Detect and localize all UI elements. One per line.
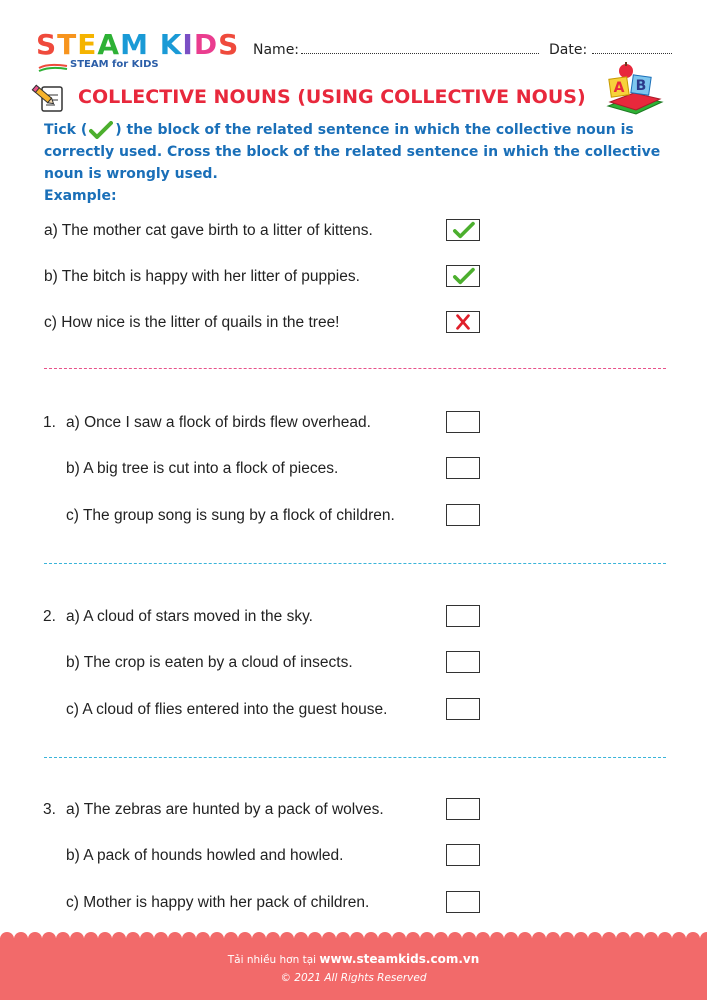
- instructions-part1: Tick (: [44, 122, 88, 138]
- question-3-answer-box-b[interactable]: [446, 844, 480, 866]
- logo-letter: K: [159, 28, 183, 61]
- name-field[interactable]: [301, 53, 539, 54]
- question-1-answer-box-c[interactable]: [446, 504, 480, 526]
- footer-copyright: © 2021 All Rights Reserved: [280, 972, 427, 984]
- abc-books-icon: [602, 62, 666, 118]
- svg-text:A: A: [613, 80, 625, 96]
- cross-icon: [447, 312, 479, 332]
- logo-letter: S: [36, 28, 58, 61]
- logo-letter: S: [218, 28, 240, 61]
- question-number: 3.: [43, 801, 56, 818]
- question-1-sentence-c: c) The group song is sung by a flock of children.: [66, 507, 395, 524]
- section-divider: [44, 563, 666, 564]
- question-1-answer-box-b[interactable]: [446, 457, 480, 479]
- logo-swoosh-icon: [38, 62, 68, 72]
- question-2-sentence-a: a) A cloud of stars moved in the sky.: [66, 608, 313, 625]
- pencil-paper-icon: [30, 82, 68, 114]
- date-label: Date:: [549, 42, 588, 58]
- svg-text:B: B: [635, 78, 647, 94]
- question-number: 2.: [43, 608, 56, 625]
- checkmark-icon: [447, 220, 479, 240]
- worksheet-title: COLLECTIVE NOUNS (USING COLLECTIVE NOUS): [78, 86, 586, 108]
- question-2-answer-box-c[interactable]: [446, 698, 480, 720]
- footer-website-link[interactable]: www.steamkids.com.vn: [319, 952, 480, 966]
- question-1-sentence-b: b) A big tree is cut into a flock of pieces.: [66, 460, 339, 477]
- logo-letter: M: [120, 28, 149, 61]
- question-2-answer-box-a[interactable]: [446, 605, 480, 627]
- example-answer-box-a[interactable]: [446, 219, 480, 241]
- name-label: Name:: [253, 42, 300, 58]
- instructions-part2: ) the block of the related sentence in which the collective noun is correctly used. Cross the block of the related sentence in which the collective noun is wrongly used.: [44, 122, 661, 182]
- question-3-sentence-b: b) A pack of hounds howled and howled.: [66, 847, 344, 864]
- question-2-sentence-b: b) The crop is eaten by a cloud of insects.: [66, 654, 353, 671]
- question-3-answer-box-a[interactable]: [446, 798, 480, 820]
- section-divider: [44, 368, 666, 369]
- question-3-sentence-c: c) Mother is happy with her pack of children.: [66, 894, 370, 911]
- logo-letter: A: [97, 28, 121, 61]
- question-3-sentence-a: a) The zebras are hunted by a pack of wolves.: [66, 801, 384, 818]
- logo-letter: I: [182, 28, 194, 61]
- logo-letter: E: [77, 28, 98, 61]
- question-3-answer-box-c[interactable]: [446, 891, 480, 913]
- footer-download-text: [0, 952, 707, 966]
- question-2-answer-box-b[interactable]: [446, 651, 480, 673]
- example-sentence-b: b) The bitch is happy with her litter of puppies.: [44, 268, 360, 285]
- checkmark-icon: [89, 121, 113, 139]
- question-number: 1.: [43, 414, 56, 431]
- footer-bar: [0, 938, 707, 1000]
- question-2-sentence-c: c) A cloud of flies entered into the guest house.: [66, 701, 388, 718]
- logo-letter: D: [193, 28, 219, 61]
- footer-prefix: Tải nhiều hơn tại: [227, 954, 317, 966]
- date-field[interactable]: [592, 53, 672, 54]
- logo-letter: T: [57, 28, 78, 61]
- question-1-sentence-a: a) Once I saw a flock of birds flew overhead.: [66, 414, 371, 431]
- example-label: Example:: [44, 188, 117, 204]
- question-1-answer-box-a[interactable]: [446, 411, 480, 433]
- example-sentence-a: a) The mother cat gave birth to a litter of kittens.: [44, 222, 373, 239]
- instructions: [44, 119, 684, 185]
- checkmark-icon: [447, 266, 479, 286]
- logo-wordmark: [36, 28, 240, 61]
- logo-letter: [149, 28, 160, 61]
- example-answer-box-c[interactable]: [446, 311, 480, 333]
- section-divider: [44, 757, 666, 758]
- example-sentence-c: c) How nice is the litter of quails in the tree!: [44, 314, 340, 331]
- example-answer-box-b[interactable]: [446, 265, 480, 287]
- logo-subtitle: STEAM for KIDS: [70, 59, 159, 70]
- steam-kids-logo: [36, 28, 240, 76]
